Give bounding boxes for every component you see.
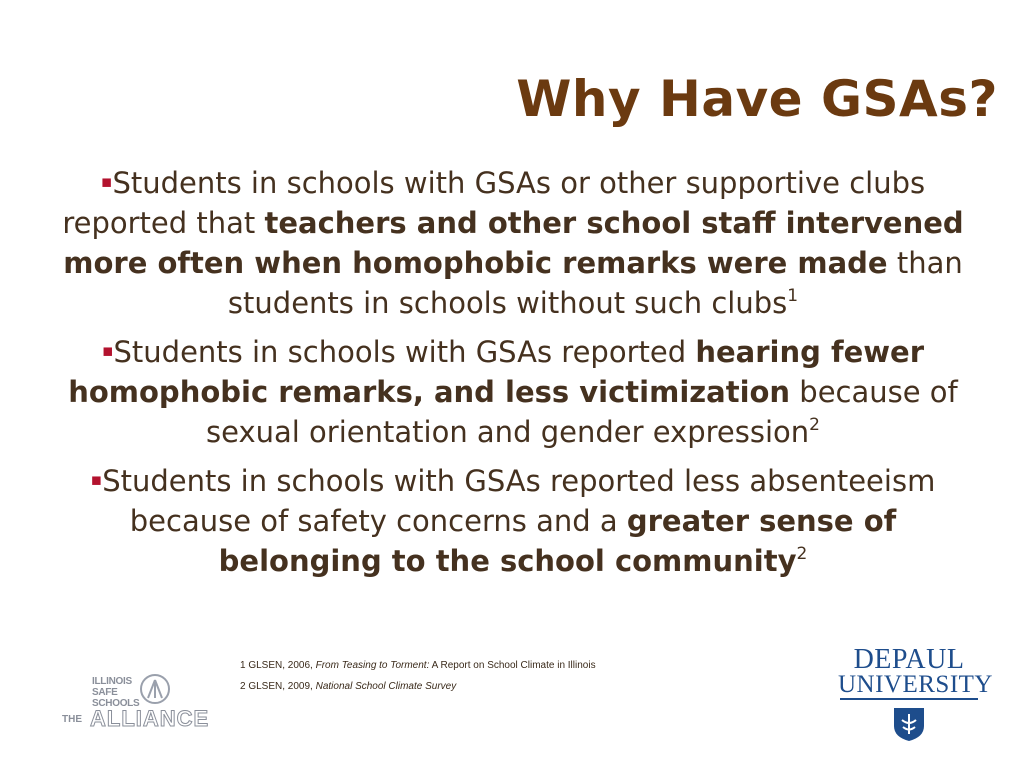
bullet-item xyxy=(48,162,978,323)
slide-title: Why Have GSAs? xyxy=(516,70,998,128)
logo-text: ILLINOIS SAFE SCHOOLS xyxy=(92,676,140,709)
bullet-marker-icon: ▪ xyxy=(90,470,103,490)
footnote-ref: 2 xyxy=(796,544,808,564)
bullet-item xyxy=(48,460,978,581)
depaul-wordmark: DEPAUL xyxy=(853,644,965,675)
bullet-text: Students in schools with GSAs reported xyxy=(113,335,696,369)
bullet-marker-icon: ▪ xyxy=(101,341,114,361)
reference-1: 1 GLSEN, 2006, From Teasing to Torment: A Report on School Climate in Illinois xyxy=(240,660,596,671)
footnote-ref: 2 xyxy=(809,415,820,435)
bullet-text: Students in schools with GSAs or other supportive clubs reported that xyxy=(62,166,926,240)
bullet-marker-icon: ▪ xyxy=(100,172,113,192)
reference-2: 2 GLSEN, 2009, National School Climate Survey xyxy=(240,681,457,692)
bullet-item xyxy=(48,331,978,452)
bullet-emphasis: teachers and other school staff intervened more often when homophobic remarks were made xyxy=(63,206,964,280)
bullet-text: than students in schools without such clubs xyxy=(227,246,963,320)
logo-the: THE xyxy=(62,714,82,725)
footnote-ref: 1 xyxy=(787,286,799,306)
depaul-university-logo xyxy=(838,642,993,746)
references xyxy=(240,655,596,697)
logo-alliance: ALLIANCE xyxy=(90,706,210,731)
a-in-circle-icon xyxy=(140,674,170,704)
shield-icon xyxy=(892,706,926,742)
bullet-emphasis: hearing fewer homophobic remarks, and less victimization xyxy=(68,335,925,409)
illinois-safe-schools-alliance-logo xyxy=(60,668,225,743)
bullet-list xyxy=(48,162,978,589)
divider xyxy=(840,698,978,700)
university-wordmark: UNIVERSITY xyxy=(838,671,993,698)
bullet-text: because of sexual orientation and gender expression xyxy=(206,375,958,449)
bullet-text: Students in schools with GSAs reported less absenteeism because of safety concerns and a xyxy=(102,464,936,538)
bullet-emphasis: greater sense of belonging to the school community xyxy=(218,504,897,578)
